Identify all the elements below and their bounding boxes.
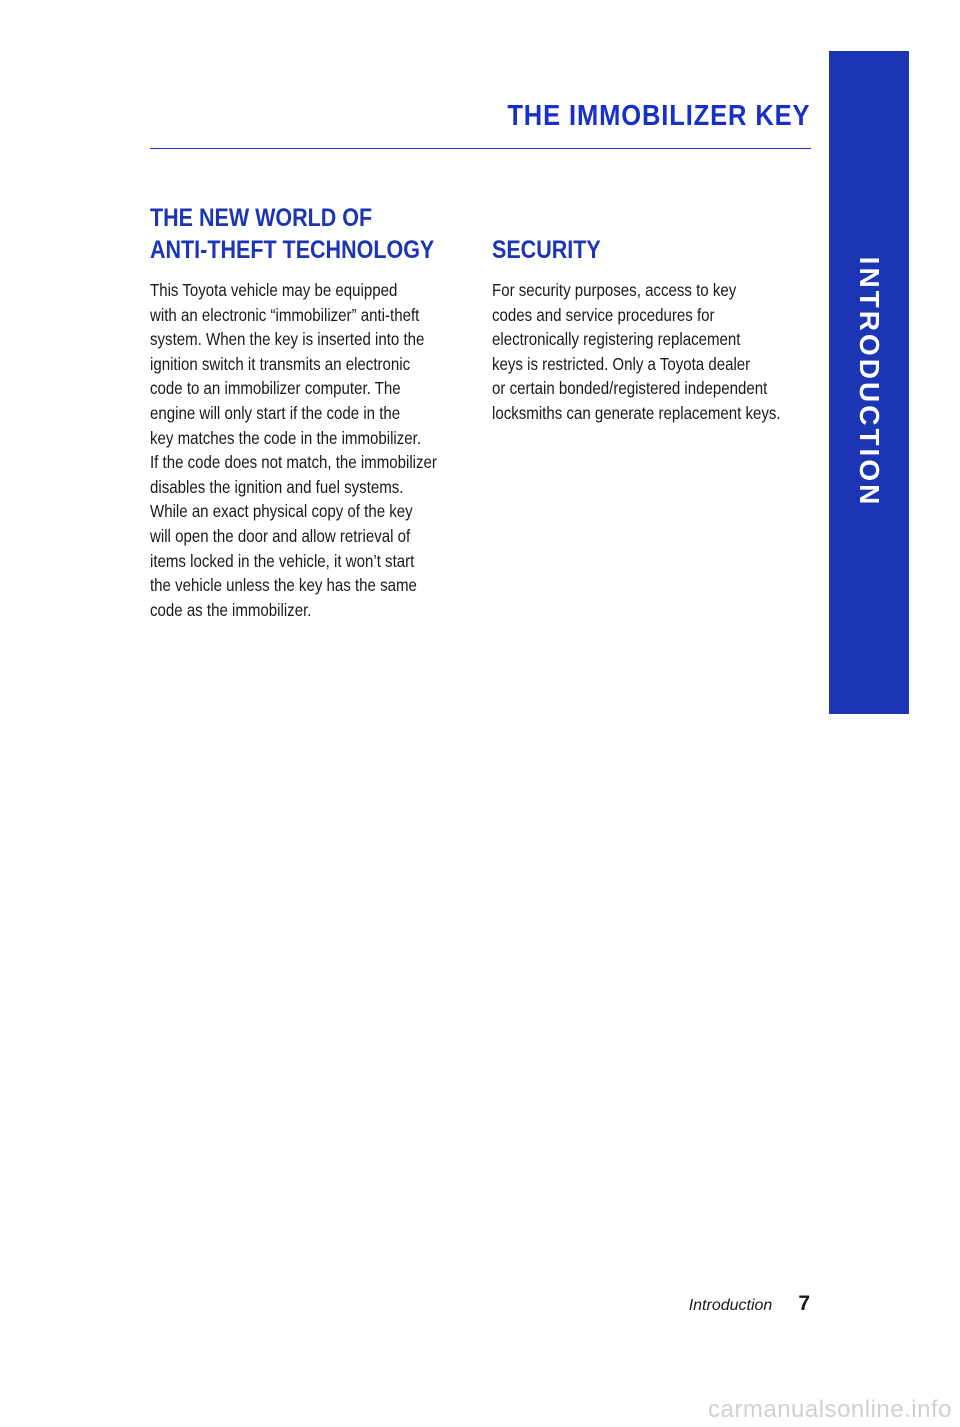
section-body [150, 278, 451, 622]
body-line: code to an immobilizer computer. The [150, 378, 401, 399]
header-divider [150, 148, 811, 149]
body-line: keys is restricted. Only a Toyota dealer [492, 353, 751, 374]
section-anti-theft [150, 202, 450, 622]
heading-line: THE NEW WORLD OF [150, 204, 373, 232]
heading-line: ANTI-THEFT TECHNOLOGY [150, 236, 435, 264]
body-line: with an electronic “immobilizer” anti-theft [150, 304, 420, 325]
section-body [492, 278, 793, 426]
body-line: will open the door and allow retrieval of [150, 525, 411, 546]
body-line: locksmiths can generate replacement keys. [492, 402, 781, 423]
body-line: This Toyota vehicle may be equipped [150, 280, 398, 300]
body-line: or certain bonded/registered independent [492, 378, 768, 399]
body-line: codes and service procedures for [492, 304, 715, 325]
footer-section-name: Introduction [688, 1297, 773, 1314]
heading-line: SECURITY [492, 236, 601, 264]
body-line: If the code does not match, the immobilizer [150, 452, 437, 473]
body-line: system. When the key is inserted into the [150, 329, 425, 350]
body-line: the vehicle unless the key has the same [150, 575, 417, 596]
side-section-tab [829, 51, 909, 714]
body-line: key matches the code in the immobilizer. [150, 427, 422, 448]
side-tab-label: INTRODUCTION [854, 256, 885, 508]
body-line: items locked in the vehicle, it won’t start [150, 550, 415, 571]
page-footer [689, 1292, 810, 1316]
section-security [492, 202, 792, 426]
body-line: While an exact physical copy of the key [150, 501, 413, 522]
body-line: electronically registering replacement [492, 329, 741, 350]
section-heading [150, 202, 435, 266]
watermark: carmanualsonline.info [708, 1396, 952, 1423]
page-number: 7 [798, 1292, 810, 1315]
page-title: THE IMMOBILIZER KEY [506, 100, 810, 132]
body-line: For security purposes, access to key [492, 280, 737, 300]
body-line: code as the immobilizer. [150, 599, 312, 620]
body-line: engine will only start if the code in the [150, 402, 401, 423]
body-line: ignition switch it transmits an electronic [150, 353, 411, 374]
body-line: disables the ignition and fuel systems. [150, 476, 404, 497]
section-heading [492, 234, 750, 266]
